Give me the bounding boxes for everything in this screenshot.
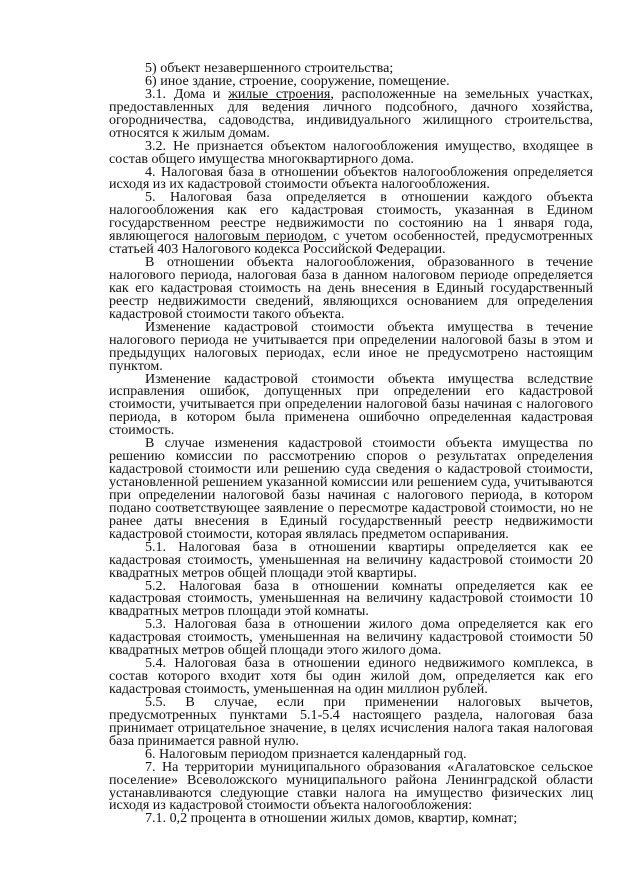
paragraph-p-change1 (109, 318, 593, 374)
paragraph-text: , расположенные на земельных участках, предоставленных для ведения личного подсобного, дачного хозяйства, огородничества, садоводства, индивидуального жилищного строительства, относятся к жилым домам. (109, 85, 593, 141)
paragraph-text: 7. На территории муниципального образования «Агалатовское сельское поселение» Всеволожского муниципального района Ленинградской области устанавливаются следующие ставки налога на имущество физических лиц исходя из кадастровой стоимости объекта налогообложения: (109, 758, 593, 814)
paragraph-p5-1 (109, 538, 593, 581)
paragraph-text: 3.1. Дома и (145, 85, 229, 102)
paragraph-text: 5. Налоговая база определяется в отношении каждого объекта налогообложения как его кадастровая стоимость, указанная в Едином государственном реестре недвижимости по состоянию на 1 января года, являющегося (109, 189, 593, 245)
paragraph-text: , с учетом особенностей, предусмотренных статьей 403 Налогового кодекса Российской Федерации. (109, 228, 593, 258)
paragraph-p7-1 (109, 812, 593, 825)
paragraph-text: В отношении объекта налогообложения, образованного в течение налогового периода, налоговая база в данном налоговом периоде определяется как его кадастровая стоимость на день внесения в Единый государственный реестр недвижимости сведений, являющихся основанием для определения кадастровой стоимости такого объекта. (109, 254, 593, 322)
paragraph-p4 (109, 163, 593, 193)
paragraph-text: 5.3. Налоговая база в отношении жилого дома определяется как его кадастровая стоимость, уменьшенная на величину кадастровой стоимости 50 квадратных метров общей площади этого жилого дома. (109, 616, 593, 659)
paragraph-text: 6) иное здание, строение, сооружение, помещение. (145, 72, 450, 89)
paragraph-p-change3 (109, 437, 593, 541)
paragraph-p-tax-period (109, 256, 593, 321)
paragraph-text: 5) объект незавершенного строительства; (145, 60, 394, 76)
paragraph-p5-5 (109, 693, 593, 749)
paragraph-p3-2 (109, 137, 593, 167)
paragraph-text: Изменение кадастровой стоимости объекта имущества вследствие исправления ошибок, допущенных при определении его кадастровой стоимости, учитывается при определении налоговой базы начиная с налогового периода, в котором была применена ошибочно определенная кадастровая стоимость. (109, 370, 593, 439)
paragraph-text: 7.1. 0,2 процента в отношении жилых домов, квартир, комнат; (145, 810, 518, 827)
underlined-text: жилые строения (228, 85, 331, 102)
paragraph-text: Изменение кадастровой стоимости объекта имущества в течение налогового периода не учитывается при определении налоговой базы в этом и предыдущих налоговых периодах, если иное не предусмотрено настоящим пунктом. (109, 318, 593, 374)
paragraph-p7 (109, 758, 593, 814)
underlined-text: налоговым периодом (194, 228, 324, 245)
paragraph-text: 6. Налоговым периодом признается календарный год. (145, 745, 467, 762)
paragraph-p3-1 (109, 85, 593, 141)
paragraph-text: 5.5. В случае, если при применении налоговых вычетов, предусмотренных пунктами 5.1-5.4 настоящего раздела, налоговая база принимает отрицательное значение, в целях исчисления налога такая налоговая база принимается равной нулю. (109, 693, 593, 749)
paragraph-text: 3.2. Не признается объектом налогообложения имущество, входящее в состав общего имущества многоквартирного дома. (109, 137, 593, 167)
paragraph-p5-4 (109, 657, 593, 696)
paragraph-text: 5.2. Налоговая база в отношении комнаты определяется как ее кадастровая стоимость, уменьшенная на величину кадастровой стоимости 10 квадратных метров площади этой комнаты. (109, 577, 593, 620)
paragraph-text: В случае изменения кадастровой стоимости объекта имущества по решению комиссии по рассмотрению споров о результатах определения кадастровой стоимости или решению суда сведения о кадастровой стоимости, установленной решением указанной комиссии или решением суда, учитываются при определении налоговой базы начиная с налогового периода, в котором подано соответствующее заявление о пересмотре кадастровой стоимости, но не ранее даты внесения в Единый государственный реестр недвижимости кадастровой стоимости, которая являлась предметом оспаривания. (109, 435, 593, 542)
paragraph-p-change2 (109, 370, 593, 439)
paragraph-p5b (109, 191, 593, 256)
paragraph-text: 5.1. Налоговая база в отношении квартиры определяется как ее кадастровая стоимость, уменьшенная на величину кадастровой стоимости 20 квадратных метров общей площади этой квартиры. (109, 538, 593, 581)
paragraph-p5-3 (109, 618, 593, 657)
paragraph-text: 4. Налоговая база в отношении объектов налогообложения определяется исходя из их кадастровой стоимости объекта налогообложения. (109, 163, 593, 193)
paragraph-p5-2 (109, 577, 593, 620)
document-body (109, 62, 593, 825)
paragraph-text: 5.4. Налоговая база в отношении единого недвижимого комплекса, в состав которого входит хотя бы один жилой дом, определяется как его кадастровая стоимость, уменьшенная на один миллион рублей. (109, 655, 593, 697)
